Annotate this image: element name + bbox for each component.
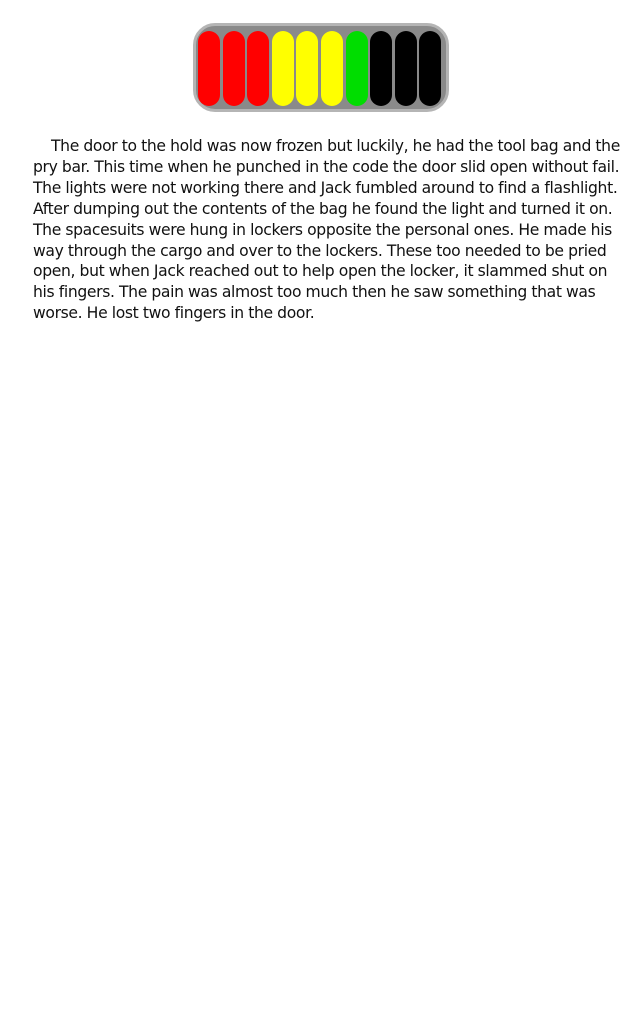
story-line: his fingers. The pain was almost too much then he saw something that was <box>33 283 596 302</box>
meter-segment-yellow <box>321 31 343 106</box>
meter-segment-yellow <box>272 31 294 106</box>
story-line: open, but when Jack reached out to help open the locker, it slammed shut on <box>33 262 608 281</box>
meter-segment-red <box>247 31 269 106</box>
story-line: The door to the hold was now frozen but luckily, he had the tool bag and the <box>51 137 620 155</box>
status-meter <box>193 23 449 112</box>
meter-segment-red <box>223 31 245 106</box>
meter-segment-black <box>395 31 417 106</box>
story-line: After dumping out the contents of the bag he found the light and turned it on. <box>33 199 613 218</box>
story-line: The spacesuits were hung in lockers opposite the personal ones. He made his <box>33 220 612 239</box>
meter-segment-black <box>419 31 441 106</box>
meter-segment-red <box>198 31 220 106</box>
story-line: pry bar. This time when he punched in the code the door slid open without fail. <box>33 157 620 176</box>
story-paragraph <box>33 136 620 324</box>
meter-segment-green <box>346 31 368 106</box>
meter-segment-black <box>370 31 392 106</box>
story-line: worse. He lost two fingers in the door. <box>33 304 315 323</box>
meter-segment-yellow <box>296 31 318 106</box>
story-line: The lights were not working there and Jack fumbled around to find a flashlight. <box>33 178 618 197</box>
story-line: way through the cargo and over to the lockers. These too needed to be pried <box>33 241 607 260</box>
